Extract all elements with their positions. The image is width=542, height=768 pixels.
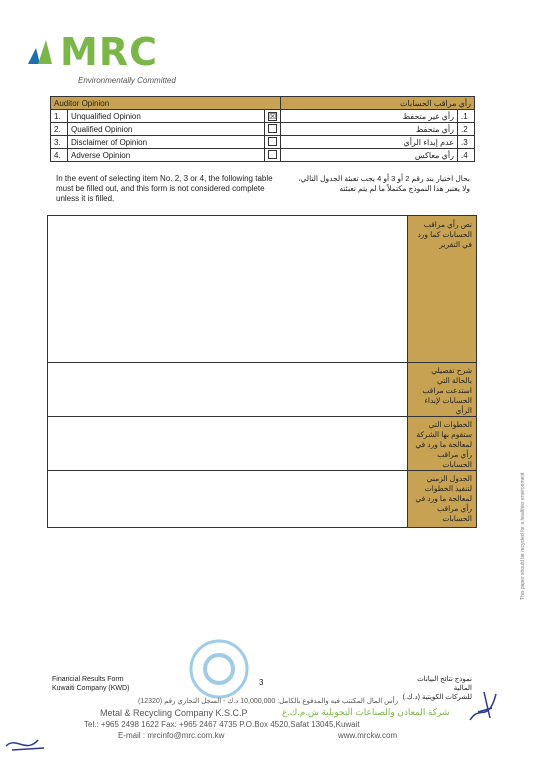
row-number: 3. bbox=[51, 136, 68, 149]
opinion-label-en: Adverse Opinion bbox=[68, 149, 265, 162]
recycle-note: This paper should be recycled for a healthier environment bbox=[520, 472, 526, 600]
opinion-label-en: Qualified Opinion bbox=[68, 123, 265, 136]
grid-row-divider bbox=[48, 470, 476, 471]
footer-form-name: Financial Results Form bbox=[52, 676, 124, 683]
explanation-grid bbox=[47, 215, 477, 528]
opinion-label-ar: رأي غير متحفظ bbox=[281, 110, 458, 123]
checkbox-checked[interactable]: ☒ bbox=[269, 111, 277, 121]
checkbox[interactable] bbox=[268, 137, 277, 146]
auditor-opinion-table bbox=[50, 96, 475, 162]
checkbox-cell[interactable] bbox=[265, 136, 281, 149]
opinion-label-ar: رأي معاكس bbox=[281, 149, 458, 162]
logo-text: MRC bbox=[60, 30, 158, 74]
table-row bbox=[51, 110, 475, 123]
grid-label-detailed-explanation: شرح تفصيلي بالحالة التي استدعت مراقب الحسابات لإبداء الرأي bbox=[422, 366, 472, 415]
table-row bbox=[51, 149, 475, 162]
footer-company-type-ar: للشركات الكويتية (د.ك.) bbox=[402, 694, 472, 701]
footer-company-ar: شركة المعادن والصناعات التحويلية ش.م.ك.ع bbox=[282, 707, 450, 717]
footer-website[interactable]: www.mrckw.com bbox=[338, 731, 398, 740]
row-number-ar: .1 bbox=[458, 110, 475, 123]
instruction-note-ar: بحال اختيار بند رقم 2 أو 3 أو 4 يجب تعبئة الجدول التالي، ولا يعتبر هذا النموذج مكتملاً ما لم يتم تعبئته bbox=[298, 174, 470, 193]
footer-email[interactable]: E-mail : mrcinfo@mrc.com.kw bbox=[118, 731, 225, 740]
signature-icon bbox=[466, 684, 506, 726]
opinion-label-en: Unqualified Opinion bbox=[68, 110, 265, 123]
initials-icon bbox=[4, 726, 50, 760]
grid-label-opinion-text: نص رأي مراقب الحسابات كما ورد في التقرير bbox=[417, 220, 472, 249]
table-row bbox=[51, 123, 475, 136]
company-seal-icon bbox=[184, 638, 254, 700]
row-number-ar: .3 bbox=[458, 136, 475, 149]
footer-company-en: Metal & Recycling Company K.S.C.P bbox=[100, 708, 248, 718]
grid-label-company-steps: الخطوات التي ستقوم بها الشركة لمعالجة ما ورد في رأي مراقب الحسابات bbox=[415, 420, 472, 469]
grid-row-divider bbox=[48, 362, 476, 363]
checkbox-cell[interactable] bbox=[265, 123, 281, 136]
row-number: 4. bbox=[51, 149, 68, 162]
row-number: 1. bbox=[51, 110, 68, 123]
checkbox-cell[interactable] bbox=[265, 110, 281, 123]
mrc-logo-icon bbox=[26, 34, 58, 66]
footer-form-name-ar: نموذج نتائج البيانات المالية bbox=[417, 676, 472, 692]
row-number-ar: .4 bbox=[458, 149, 475, 162]
footer-company-type: Kuwaiti Company (KWD) bbox=[52, 685, 130, 692]
row-number-ar: .2 bbox=[458, 123, 475, 136]
page-number: 3 bbox=[259, 678, 264, 687]
footer-contact: Tel.: +965 2498 1622 Fax: +965 2467 4735 P.O.Box 4520,Safat 13045,Kuwait bbox=[84, 720, 360, 729]
grid-label-timeline: الجدول الزمني لتنفيذ الخطوات لمعالجة ما ورد في رأي مراقب الحسابات bbox=[415, 474, 472, 523]
checkbox[interactable] bbox=[268, 150, 277, 159]
checkbox[interactable] bbox=[268, 124, 277, 133]
opinion-label-en: Disclaimer of Opinion bbox=[68, 136, 265, 149]
opinion-label-ar: رأي متحفظ bbox=[281, 123, 458, 136]
footer-left bbox=[52, 675, 129, 693]
instruction-note-en: In the event of selecting item No. 2, 3 or 4, the following table must be filled out, and this form is not considered complete unless it is filled. bbox=[56, 174, 273, 203]
footer-capital-ar: رأس المال المكتتب فيه والمدفوع بالكامل: 10,000,000 د.ك - السجل التجاري رقم (12320) bbox=[138, 698, 398, 705]
header-ar: رأي مراقب الحسابات bbox=[281, 97, 475, 110]
checkbox-cell[interactable] bbox=[265, 149, 281, 162]
opinion-label-ar: عدم إبداء الرأي bbox=[281, 136, 458, 149]
table-header-row bbox=[51, 97, 475, 110]
row-number: 2. bbox=[51, 123, 68, 136]
grid-row-divider bbox=[48, 416, 476, 417]
table-row bbox=[51, 136, 475, 149]
header-en: Auditor Opinion bbox=[51, 97, 281, 110]
logo-tagline: Environmentally Committed bbox=[78, 76, 176, 85]
